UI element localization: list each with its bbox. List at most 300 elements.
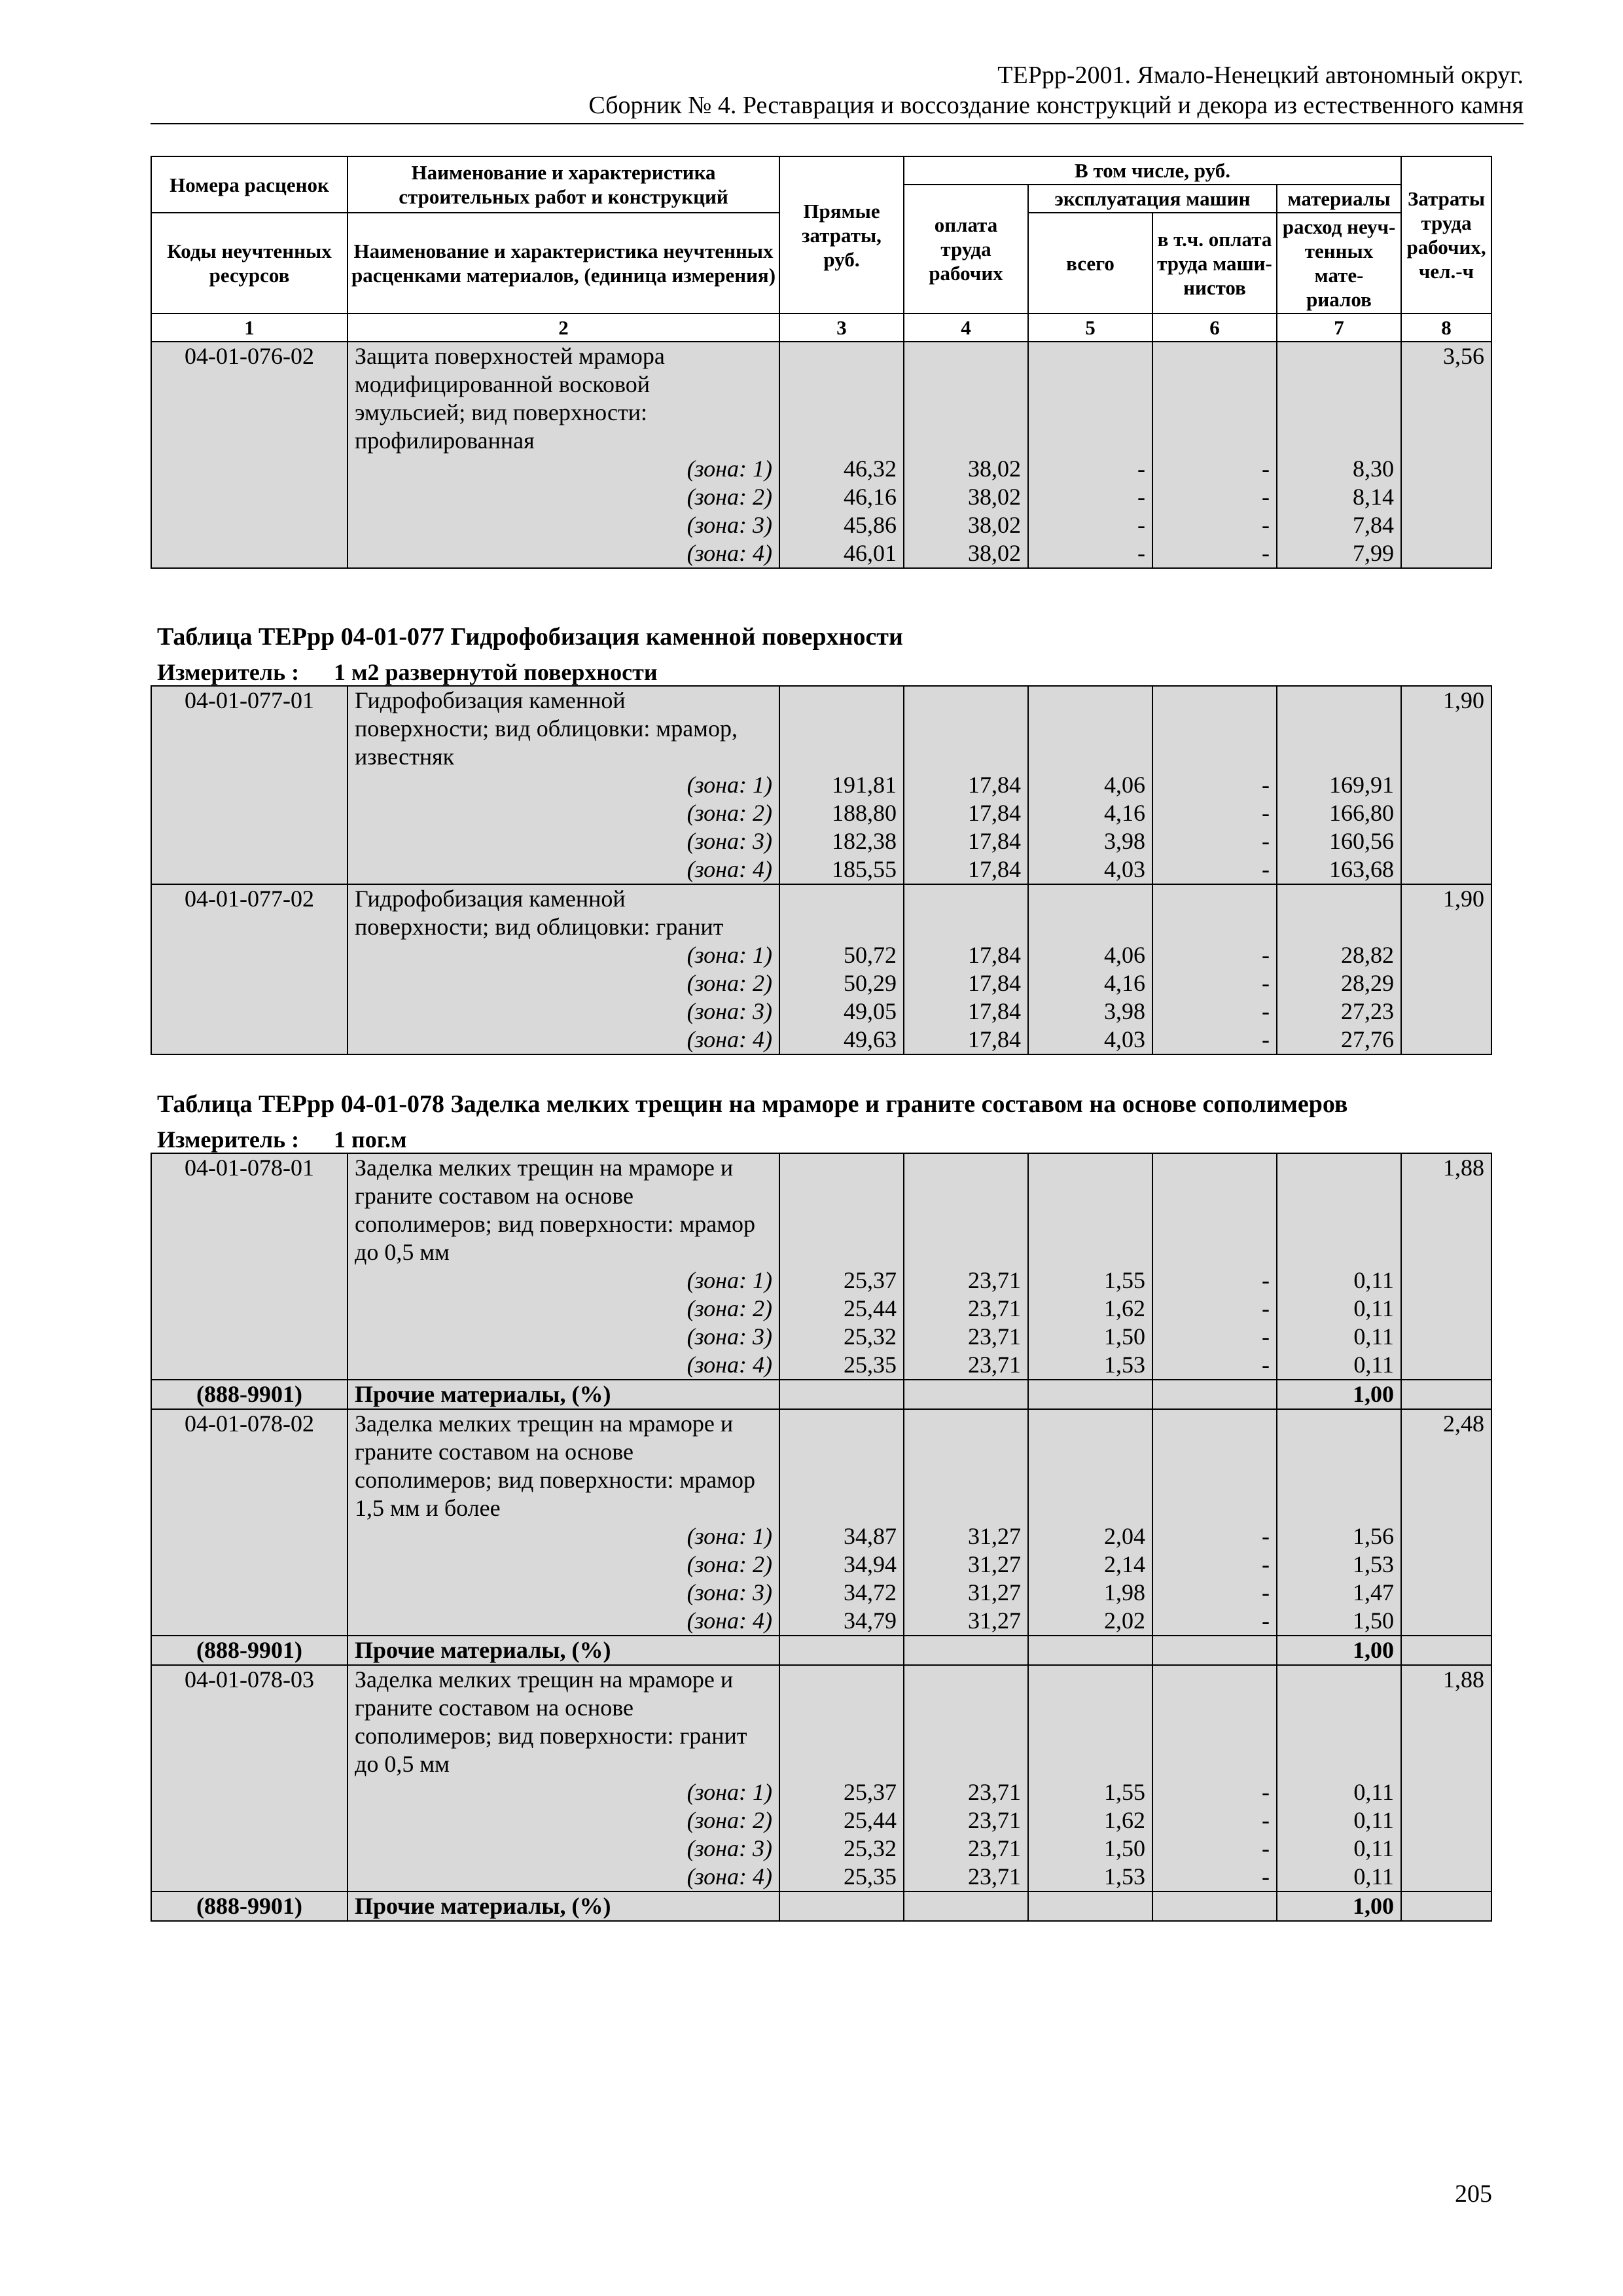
direct-cost: 34,72 (844, 1579, 897, 1605)
resource-value: 1,00 (1277, 1892, 1401, 1921)
spacer (911, 687, 1021, 715)
machines-total: - (1137, 484, 1145, 510)
machinists-pay: - (1262, 1807, 1270, 1833)
description-line: Заделка мелких трещин на мраморе и (355, 1155, 734, 1181)
rate-row (151, 1665, 1491, 1892)
description-line: поверхности; вид облицовки: мрамор, (355, 715, 738, 742)
spacer (787, 1410, 897, 1438)
machinists-pay: - (1262, 1551, 1270, 1577)
rate-code: 04-01-077-02 (151, 884, 348, 1054)
direct-cost: 182,38 (832, 828, 897, 854)
machines-total-cell (1028, 1153, 1152, 1380)
machines-total: 4,16 (1104, 800, 1145, 826)
col-rate-numbers: Номера расценок (151, 156, 348, 213)
zone-label: (зона: 1) (687, 1523, 772, 1549)
spacer (1160, 743, 1270, 771)
labor-pay-cell (904, 686, 1028, 884)
machines-total-cell (1028, 884, 1152, 1054)
labor-pay-cell (904, 1665, 1028, 1892)
materials-cost: 163,68 (1329, 856, 1394, 882)
spacer (1160, 913, 1270, 941)
spacer (1160, 1466, 1270, 1494)
col-unaccounted-materials: расход неуч- тенных мате- риалов (1277, 213, 1401, 314)
materials-cost: 1,50 (1353, 1607, 1394, 1634)
machinists-pay: - (1262, 1523, 1270, 1549)
direct-cost: 191,81 (832, 772, 897, 798)
description-line: граните составом на основе (355, 1183, 633, 1209)
empty-cell (1152, 1636, 1277, 1665)
spacer (1035, 1182, 1145, 1210)
machines-total: - (1137, 540, 1145, 566)
machinists-pay-cell (1152, 686, 1277, 884)
rate-code: 04-01-078-03 (151, 1665, 348, 1892)
spacer (1160, 1750, 1270, 1778)
zone-label: (зона: 3) (687, 1579, 772, 1605)
labor-pay: 38,02 (968, 456, 1021, 482)
machinists-pay-cell (1152, 1665, 1277, 1892)
machinists-pay: - (1262, 1323, 1270, 1350)
materials-cost: 0,11 (1353, 1352, 1394, 1378)
empty-cell (1152, 1380, 1277, 1409)
zone-label: (зона: 1) (687, 1779, 772, 1805)
direct-cost: 34,87 (844, 1523, 897, 1549)
description-line: эмульсией; вид поверхности: (355, 399, 647, 425)
resource-row (151, 1892, 1491, 1921)
rates-table-078 (151, 1153, 1492, 1922)
spacer (787, 885, 897, 913)
materials-cost: 0,11 (1353, 1323, 1394, 1350)
spacer (1035, 885, 1145, 913)
spacer (911, 1466, 1021, 1494)
spacer (1035, 1154, 1145, 1182)
machines-total: 1,53 (1104, 1352, 1145, 1378)
machinists-pay: - (1262, 512, 1270, 538)
spacer (1035, 715, 1145, 743)
machinists-pay-cell (1152, 1153, 1277, 1380)
description-line: до 0,5 мм (355, 1751, 450, 1777)
spacer (1284, 743, 1394, 771)
zone-label: (зона: 4) (687, 540, 772, 566)
header-rule (151, 123, 1524, 124)
rate-code: 04-01-078-02 (151, 1409, 348, 1636)
page-number: 205 (1455, 2180, 1492, 2208)
machinists-pay: - (1262, 456, 1270, 482)
spacer (1160, 687, 1270, 715)
direct-cost: 45,86 (844, 512, 897, 538)
spacer (1284, 1722, 1394, 1750)
spacer (787, 1154, 897, 1182)
spacer (1284, 1494, 1394, 1522)
materials-cost-cell (1277, 1665, 1401, 1892)
materials-cost: 1,53 (1353, 1551, 1394, 1577)
machinists-pay: - (1262, 1835, 1270, 1861)
spacer (911, 399, 1021, 427)
column-number: 5 (1028, 314, 1152, 342)
spacer (1284, 399, 1394, 427)
header-line-2: Сборник № 4. Реставрация и воссоздание конструкций и декора из естественного камня (588, 92, 1524, 119)
direct-cost-cell (779, 686, 904, 884)
description-line: профилированная (355, 427, 535, 454)
direct-cost-cell (779, 884, 904, 1054)
machines-total: 2,14 (1104, 1551, 1145, 1577)
spacer (911, 427, 1021, 455)
spacer (1284, 715, 1394, 743)
labor-hours: 1,88 (1401, 1665, 1491, 1892)
table-header (151, 156, 1491, 342)
machines-total-cell (1028, 1409, 1152, 1636)
spacer (787, 1466, 897, 1494)
col-including: В том числе, руб. (904, 156, 1401, 185)
rate-row (151, 1409, 1491, 1636)
machines-total: - (1137, 456, 1145, 482)
machinists-pay: - (1262, 998, 1270, 1024)
zone-label: (зона: 2) (687, 800, 772, 826)
direct-cost: 50,72 (844, 942, 897, 968)
spacer (1160, 370, 1270, 399)
column-number: 2 (348, 314, 779, 342)
spacer (1035, 370, 1145, 399)
empty-cell (1401, 1380, 1491, 1409)
spacer (787, 687, 897, 715)
empty-cell (779, 1892, 904, 1921)
spacer (1035, 1210, 1145, 1238)
machinists-pay-cell (1152, 342, 1277, 568)
resource-name: Прочие материалы, (%) (348, 1892, 779, 1921)
description-line: Гидрофобизация каменной (355, 886, 626, 912)
direct-cost: 25,44 (844, 1295, 897, 1321)
description-line: Защита поверхностей мрамора (355, 343, 665, 369)
description-line: Заделка мелких трещин на мраморе и (355, 1410, 734, 1437)
spacer (1284, 1182, 1394, 1210)
materials-cost: 169,91 (1329, 772, 1394, 798)
direct-cost: 46,32 (844, 456, 897, 482)
zone-label: (зона: 3) (687, 828, 772, 854)
labor-pay: 23,71 (968, 1352, 1021, 1378)
machinists-pay: - (1262, 1352, 1270, 1378)
machines-total-cell (1028, 686, 1152, 884)
spacer (1284, 1694, 1394, 1722)
spacer (1284, 370, 1394, 399)
spacer (1284, 1666, 1394, 1694)
column-number: 8 (1401, 314, 1491, 342)
spacer (1035, 399, 1145, 427)
rate-description (348, 342, 779, 568)
labor-pay: 17,84 (968, 998, 1021, 1024)
machines-total: 2,02 (1104, 1607, 1145, 1634)
spacer (1035, 1750, 1145, 1778)
machinists-pay: - (1262, 484, 1270, 510)
col-machines: эксплуатация машин (1028, 185, 1277, 213)
machinists-pay: - (1262, 1267, 1270, 1293)
labor-hours: 1,90 (1401, 686, 1491, 884)
labor-pay-cell (904, 1409, 1028, 1636)
machines-total: 4,16 (1104, 970, 1145, 996)
description-line: поверхности; вид облицовки: гранит (355, 914, 724, 940)
empty-cell (904, 1380, 1028, 1409)
description-line: до 0,5 мм (355, 1239, 450, 1265)
rate-row (151, 884, 1491, 1054)
table-077-title: Таблица ТЕРрр 04-01-077 Гидрофобизация каменной поверхности (157, 623, 903, 651)
empty-cell (1028, 1892, 1152, 1921)
spacer (1035, 1466, 1145, 1494)
zone-label: (зона: 2) (687, 1295, 772, 1321)
labor-pay: 17,84 (968, 772, 1021, 798)
spacer (911, 1722, 1021, 1750)
resource-code: (888-9901) (151, 1636, 348, 1665)
empty-cell (1401, 1636, 1491, 1665)
spacer (1284, 342, 1394, 370)
spacer (1284, 1750, 1394, 1778)
col-resource-codes: Коды неучтенных ресурсов (151, 213, 348, 314)
rate-description (348, 884, 779, 1054)
materials-cost: 1,47 (1353, 1579, 1394, 1605)
spacer (911, 1210, 1021, 1238)
labor-pay: 23,71 (968, 1807, 1021, 1833)
labor-hours: 1,90 (1401, 884, 1491, 1054)
description-line: сополимеров; вид поверхности: гранит (355, 1723, 747, 1749)
spacer (787, 1182, 897, 1210)
spacer (787, 1694, 897, 1722)
spacer (787, 399, 897, 427)
materials-cost: 28,29 (1341, 970, 1394, 996)
spacer (1160, 1238, 1270, 1266)
zone-label: (зона: 2) (687, 484, 772, 510)
spacer (1284, 427, 1394, 455)
materials-cost: 27,23 (1341, 998, 1394, 1024)
empty-cell (779, 1636, 904, 1665)
direct-cost: 188,80 (832, 800, 897, 826)
labor-pay: 23,71 (968, 1835, 1021, 1861)
column-number: 4 (904, 314, 1028, 342)
materials-cost-cell (1277, 1153, 1401, 1380)
materials-cost-cell (1277, 1409, 1401, 1636)
spacer (787, 1666, 897, 1694)
col-labor-pay: оплата труда рабочих (904, 185, 1028, 314)
spacer (787, 1210, 897, 1238)
column-number: 1 (151, 314, 348, 342)
rate-row (151, 1153, 1491, 1380)
resource-value: 1,00 (1277, 1380, 1401, 1409)
spacer (911, 743, 1021, 771)
empty-cell (1028, 1636, 1152, 1665)
unit-value: 1 м2 развернутой поверхности (334, 659, 658, 685)
machines-total: 4,06 (1104, 772, 1145, 798)
col-resource-name: Наименование и характеристика неучтенных расценками материалов, (единица измерения) (348, 213, 779, 314)
spacer (911, 1494, 1021, 1522)
spacer (911, 1438, 1021, 1466)
col-machinists-pay: в т.ч. оплата труда маши- нистов (1152, 213, 1277, 314)
spacer (787, 715, 897, 743)
machinists-pay-cell (1152, 884, 1277, 1054)
machines-total: 4,03 (1104, 1026, 1145, 1052)
labor-pay-cell (904, 1153, 1028, 1380)
materials-cost: 160,56 (1329, 828, 1394, 854)
machines-total: 1,53 (1104, 1863, 1145, 1890)
column-number: 3 (779, 314, 904, 342)
spacer (911, 1410, 1021, 1438)
direct-cost: 34,79 (844, 1607, 897, 1634)
empty-cell (1401, 1892, 1491, 1921)
spacer (1284, 1438, 1394, 1466)
machinists-pay: - (1262, 1295, 1270, 1321)
machines-total: 1,55 (1104, 1267, 1145, 1293)
zone-label: (зона: 4) (687, 1026, 772, 1052)
materials-cost-cell (1277, 342, 1401, 568)
direct-cost: 49,05 (844, 998, 897, 1024)
spacer (1035, 743, 1145, 771)
direct-cost: 25,32 (844, 1835, 897, 1861)
col-direct-costs: Прямые затраты, руб. (779, 156, 904, 314)
materials-cost: 28,82 (1341, 942, 1394, 968)
zone-label: (зона: 3) (687, 1835, 772, 1861)
table-077-unit (157, 658, 658, 687)
spacer (1160, 1722, 1270, 1750)
labor-hours: 2,48 (1401, 1409, 1491, 1636)
machines-total: 1,50 (1104, 1323, 1145, 1350)
labor-pay: 31,27 (968, 1523, 1021, 1549)
spacer (787, 1494, 897, 1522)
direct-cost: 185,55 (832, 856, 897, 882)
zone-label: (зона: 1) (687, 942, 772, 968)
spacer (1035, 1694, 1145, 1722)
zone-label: (зона: 1) (687, 772, 772, 798)
rates-table-076 (151, 156, 1492, 569)
labor-pay-cell (904, 342, 1028, 568)
materials-cost-cell (1277, 686, 1401, 884)
empty-cell (904, 1636, 1028, 1665)
machinists-pay: - (1262, 540, 1270, 566)
rate-code: 04-01-077-01 (151, 686, 348, 884)
empty-cell (904, 1892, 1028, 1921)
materials-cost: 0,11 (1353, 1267, 1394, 1293)
resource-code: (888-9901) (151, 1380, 348, 1409)
resource-value: 1,00 (1277, 1636, 1401, 1665)
machinists-pay: - (1262, 1863, 1270, 1890)
spacer (911, 342, 1021, 370)
machines-total-cell (1028, 342, 1152, 568)
col-work-name: Наименование и характеристика строительных работ и конструкций (348, 156, 779, 213)
spacer (1160, 427, 1270, 455)
machinists-pay: - (1262, 856, 1270, 882)
machines-total: 1,62 (1104, 1295, 1145, 1321)
machines-total: 1,62 (1104, 1807, 1145, 1833)
labor-pay: 17,84 (968, 942, 1021, 968)
description-line: модифицированной восковой (355, 371, 651, 397)
rate-description (348, 1665, 779, 1892)
rate-code: 04-01-076-02 (151, 342, 348, 568)
spacer (1160, 1494, 1270, 1522)
spacer (787, 370, 897, 399)
description-line: сополимеров; вид поверхности: мрамор (355, 1467, 756, 1493)
machinists-pay: - (1262, 1607, 1270, 1634)
spacer (911, 1750, 1021, 1778)
spacer (1035, 687, 1145, 715)
spacer (1284, 1238, 1394, 1266)
machines-total: 1,55 (1104, 1779, 1145, 1805)
header-line-1: ТЕРрр-2001. Ямало-Ненецкий автономный округ. (997, 62, 1524, 89)
column-number: 7 (1277, 314, 1401, 342)
machinists-pay: - (1262, 970, 1270, 996)
rate-description (348, 1409, 779, 1636)
direct-cost: 25,32 (844, 1323, 897, 1350)
rate-code: 04-01-078-01 (151, 1153, 348, 1380)
materials-cost: 0,11 (1353, 1779, 1394, 1805)
spacer (1035, 1410, 1145, 1438)
zone-label: (зона: 3) (687, 998, 772, 1024)
zone-label: (зона: 3) (687, 512, 772, 538)
labor-pay: 23,71 (968, 1295, 1021, 1321)
direct-cost: 34,94 (844, 1551, 897, 1577)
labor-pay: 31,27 (968, 1551, 1021, 1577)
col-labor-hours: Затраты труда рабочих, чел.-ч (1401, 156, 1491, 314)
description-line: известняк (355, 744, 455, 770)
spacer (787, 342, 897, 370)
rates-table-077 (151, 685, 1492, 1055)
spacer (1284, 1466, 1394, 1494)
spacer (787, 1438, 897, 1466)
labor-pay: 23,71 (968, 1779, 1021, 1805)
labor-pay: 17,84 (968, 970, 1021, 996)
direct-cost: 46,01 (844, 540, 897, 566)
materials-cost: 8,14 (1353, 484, 1395, 510)
spacer (1035, 342, 1145, 370)
description-line: граните составом на основе (355, 1439, 633, 1465)
direct-cost: 25,35 (844, 1863, 897, 1890)
rate-row (151, 686, 1491, 884)
spacer (911, 370, 1021, 399)
spacer (1160, 1438, 1270, 1466)
direct-cost-cell (779, 342, 904, 568)
column-number: 6 (1152, 314, 1277, 342)
materials-cost: 7,99 (1353, 540, 1395, 566)
machinists-pay: - (1262, 1026, 1270, 1052)
machinists-pay: - (1262, 1579, 1270, 1605)
rate-row (151, 342, 1491, 568)
machines-total: 2,04 (1104, 1523, 1145, 1549)
description-line: Гидрофобизация каменной (355, 687, 626, 713)
machines-total: 3,98 (1104, 828, 1145, 854)
zone-label: (зона: 4) (687, 1863, 772, 1890)
labor-hours: 1,88 (1401, 1153, 1491, 1380)
labor-pay: 38,02 (968, 540, 1021, 566)
labor-pay: 38,02 (968, 512, 1021, 538)
machines-total: 3,98 (1104, 998, 1145, 1024)
empty-cell (779, 1380, 904, 1409)
direct-cost-cell (779, 1665, 904, 1892)
spacer (1160, 1666, 1270, 1694)
spacer (787, 1750, 897, 1778)
materials-cost: 166,80 (1329, 800, 1394, 826)
zone-label: (зона: 4) (687, 1352, 772, 1378)
spacer (1160, 399, 1270, 427)
direct-cost: 49,63 (844, 1026, 897, 1052)
materials-cost: 7,84 (1353, 512, 1395, 538)
direct-cost: 25,35 (844, 1352, 897, 1378)
spacer (911, 1154, 1021, 1182)
page-header (588, 60, 1524, 120)
resource-row (151, 1380, 1491, 1409)
spacer (1284, 1154, 1394, 1182)
labor-pay: 31,27 (968, 1579, 1021, 1605)
spacer (1284, 1210, 1394, 1238)
direct-cost: 25,44 (844, 1807, 897, 1833)
machinists-pay: - (1262, 1779, 1270, 1805)
machines-total: 1,50 (1104, 1835, 1145, 1861)
spacer (911, 1666, 1021, 1694)
column-numbers-row (151, 314, 1491, 342)
zone-label: (зона: 2) (687, 1551, 772, 1577)
zone-label: (зона: 2) (687, 1807, 772, 1833)
